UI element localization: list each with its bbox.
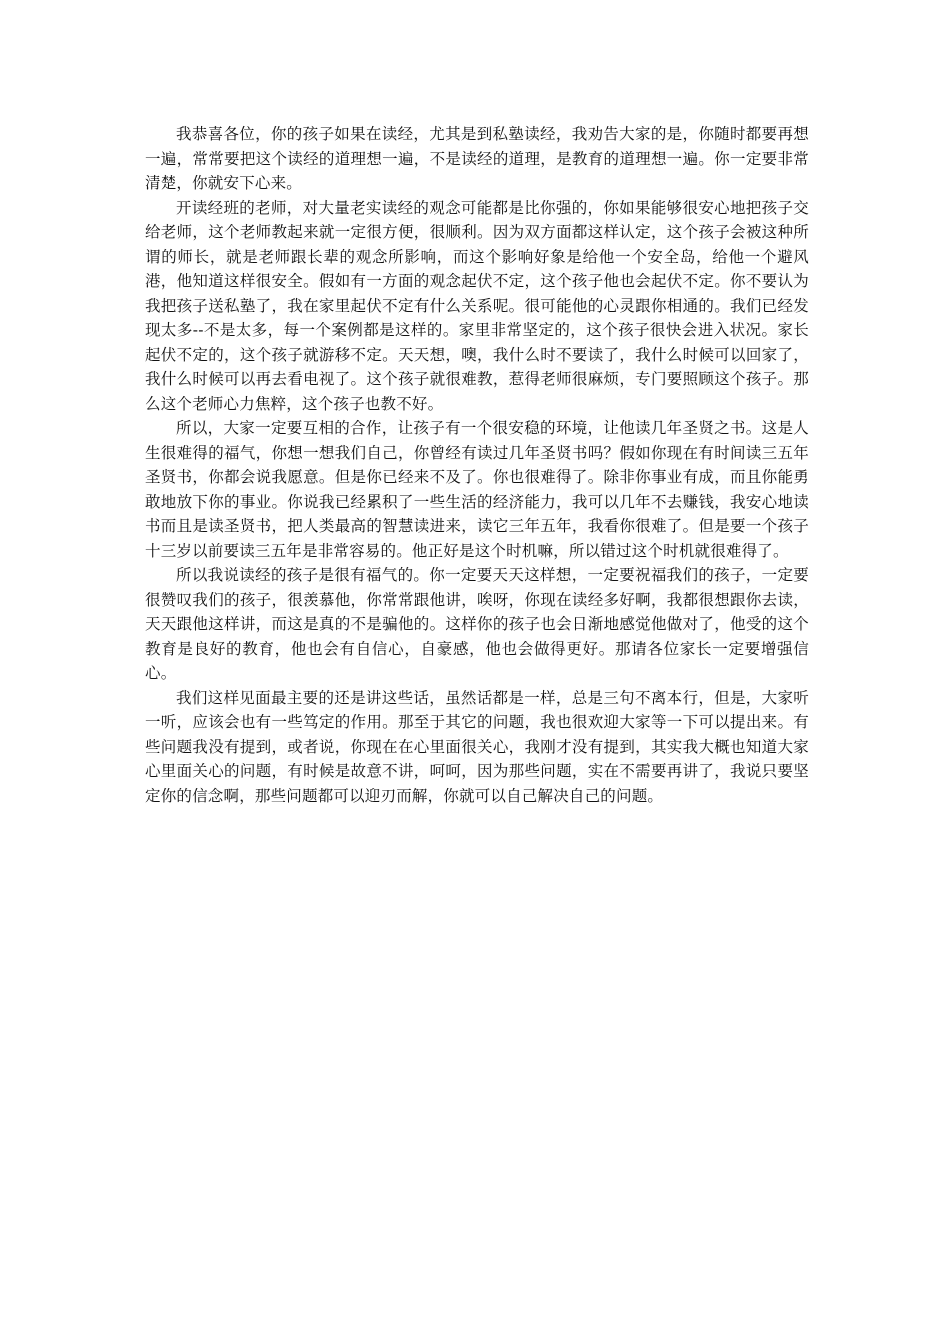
paragraph-5: 我们这样见面最主要的还是讲这些话，虽然话都是一样，总是三句不离本行，但是，大家听一听，应该会也有一些笃定的作用。那至于其它的问题，我也很欢迎大家等一下可以提出来。有些问题我没有提到，或者说，你现在在心里面很关心，我刚才没有提到，其实我大概也知道大家心里面关心的问题，有时候是故意不讲，呵呵，因为那些问题，实在不需要再讲了，我说只要坚定你的信念啊，那些问题都可以迎刃而解，你就可以自己解决自己的问题。: [145, 688, 809, 805]
paragraph-2: 开读经班的老师，对大量老实读经的观念可能都是比你强的，你如果能够很安心地把孩子交给老师，这个老师教起来就一定很方便，很顺利。因为双方面都这样认定，这个孩子会被这种所谓的师长，就是老师跟长辈的观念所影响，而这个影响好象是给他一个安全岛，给他一个避风港，他知道这样很安全。假如有一方面的观念起伏不定，这个孩子他也会起伏不定。你不要认为我把孩子送私塾了，我在家里起伏不定有什么关系呢。很可能他的心灵跟你相通的。我们已经发现太多--不是太多，每一个案例都是这样的。家里非常坚定的，这个孩子很快会进入状况。家长起伏不定的，这个孩子就游移不定。天天想，噢，我什么时不要读了，我什么时候可以回家了，我什么时候可以再去看电视了。这个孩子就很难教，惹得老师很麻烦，专门要照顾这个孩子。那么这个老师心力焦粹，这个孩子也教不好。: [145, 198, 809, 413]
paragraph-1: 我恭喜各位，你的孩子如果在读经，尤其是到私塾读经，我劝告大家的是，你随时都要再想一遍，常常要把这个读经的道理想一遍，不是读经的道理，是教育的道理想一遍。你一定要非常清楚，你就安下心来。: [145, 125, 809, 192]
paragraph-4: 所以我说读经的孩子是很有福气的。你一定要天天这样想，一定要祝福我们的孩子，一定要很赞叹我们的孩子，很羡慕他，你常常跟他讲，唉呀，你现在读经多好啊，我都很想跟你去读，天天跟他这样讲，而这是真的不是骗他的。这样你的孩子也会日渐地感觉他做对了，他受的这个教育是良好的教育，他也会有自信心，自豪感，他也会做得更好。那请各位家长一定要增强信心。: [145, 566, 809, 682]
paragraph-3: 所以，大家一定要互相的合作，让孩子有一个很安稳的环境，让他读几年圣贤之书。这是人生很难得的福气，你想一想我们自己，你曾经有读过几年圣贤书吗？假如你现在有时间读三五年圣贤书，你都会说我愿意。但是你已经来不及了。你也很难得了。除非你事业有成，而且你能勇敢地放下你的事业。你说我已经累积了一些生活的经济能力，我可以几年不去赚钱，我安心地读书而且是读圣贤书，把人类最高的智慧读进来，读它三年五年，我看你很难了。但是要一个孩子十三岁以前要读三五年是非常容易的。他正好是这个时机嘛，所以错过这个时机就很难得了。: [145, 419, 809, 560]
document-body: [145, 122, 809, 808]
